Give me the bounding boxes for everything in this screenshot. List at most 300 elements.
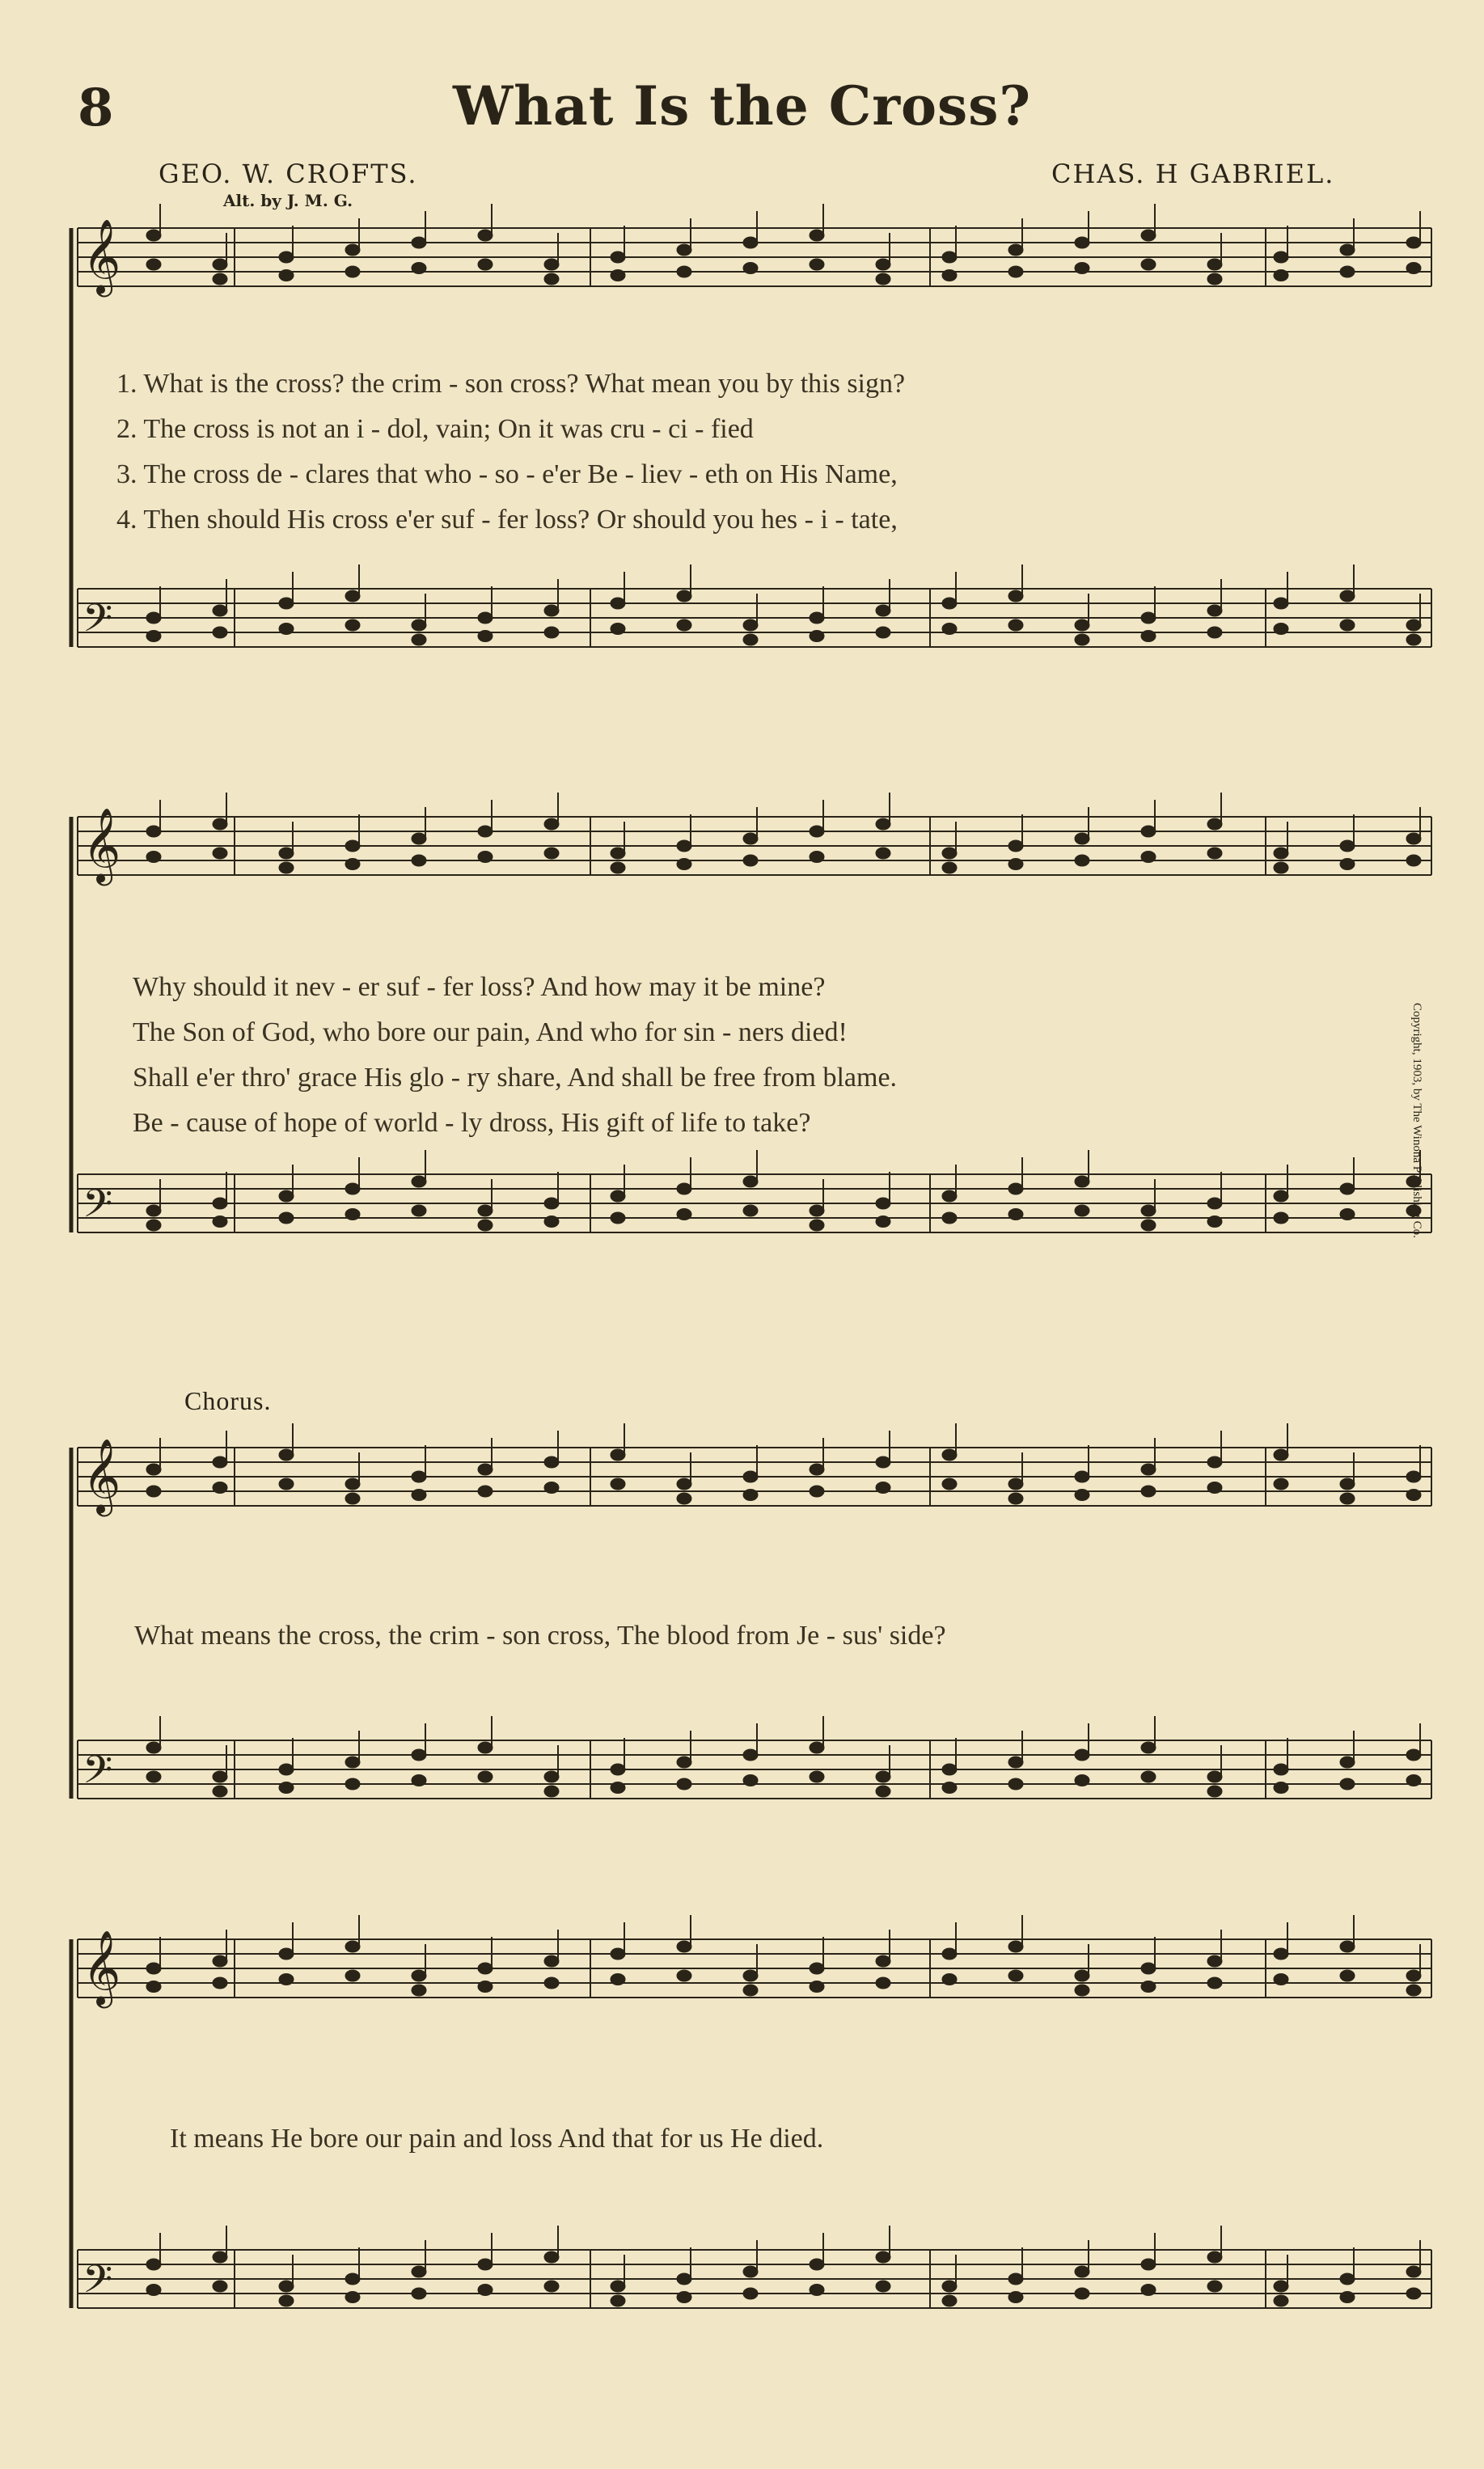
notehead <box>1274 1974 1288 1985</box>
notehead <box>876 605 890 616</box>
notehead <box>677 1478 691 1490</box>
notehead <box>1406 2266 1421 2277</box>
notehead <box>1141 1963 1156 1974</box>
notehead <box>1075 2288 1089 2299</box>
treble-clef-icon: 𝄞 <box>82 1930 121 2005</box>
notehead <box>412 833 426 844</box>
notehead <box>345 1970 360 1981</box>
notehead <box>677 244 691 256</box>
notehead <box>1141 259 1156 270</box>
notehead <box>279 848 294 859</box>
alteration-credit: Alt. by J. M. G. <box>223 191 353 210</box>
notehead <box>876 259 890 270</box>
notehead <box>345 266 360 277</box>
notehead <box>942 1974 957 1985</box>
notehead <box>1008 1183 1023 1194</box>
notehead <box>544 1216 559 1228</box>
notehead <box>1141 1220 1156 1231</box>
notehead <box>478 826 493 837</box>
notehead <box>942 1449 957 1461</box>
notehead <box>1075 1985 1089 1996</box>
notehead <box>345 2273 360 2285</box>
notehead <box>146 1771 161 1782</box>
notehead <box>345 1183 360 1194</box>
notehead <box>942 1212 957 1224</box>
notehead <box>279 252 294 263</box>
notehead <box>1406 1985 1421 1996</box>
notehead <box>1340 619 1355 631</box>
notehead <box>279 1449 294 1461</box>
notehead <box>942 2281 957 2292</box>
notehead <box>1274 1764 1288 1775</box>
notehead <box>611 2281 625 2292</box>
notehead <box>677 1209 691 1220</box>
notehead <box>213 1456 227 1468</box>
notehead <box>1075 1205 1089 1216</box>
notehead <box>213 1198 227 1209</box>
notehead <box>146 631 161 642</box>
notehead <box>677 266 691 277</box>
notehead <box>677 859 691 870</box>
notehead <box>743 237 758 248</box>
notehead <box>1340 1941 1355 1952</box>
notehead <box>810 852 824 863</box>
notehead <box>876 818 890 830</box>
bass-clef-icon: 𝄢 <box>82 1181 113 1236</box>
notehead <box>478 1464 493 1475</box>
verse-2-line-2: The Son of God, who bore our pain, And who for sin - ners died! <box>133 1017 848 1047</box>
notehead <box>677 2292 691 2303</box>
notehead <box>810 259 824 270</box>
notehead <box>876 1198 890 1209</box>
notehead <box>810 612 824 624</box>
notehead <box>478 1981 493 1993</box>
notehead <box>1141 612 1156 624</box>
notehead <box>876 848 890 859</box>
notehead <box>942 1190 957 1202</box>
notehead <box>544 818 559 830</box>
notehead <box>810 1981 824 1993</box>
notehead <box>412 1490 426 1501</box>
notehead <box>1141 1486 1156 1497</box>
notehead <box>1406 1775 1421 1786</box>
notehead <box>743 833 758 844</box>
notehead <box>1274 1190 1288 1202</box>
notehead <box>1008 1941 1023 1952</box>
notehead <box>544 2251 559 2263</box>
notehead <box>1340 2273 1355 2285</box>
notehead <box>1340 1183 1355 1194</box>
notehead <box>345 1941 360 1952</box>
notehead <box>213 1482 227 1494</box>
notehead <box>1207 1456 1222 1468</box>
notehead <box>743 1471 758 1482</box>
notehead <box>345 244 360 256</box>
bass-clef-icon: 𝄢 <box>82 595 113 650</box>
notehead <box>279 1212 294 1224</box>
notehead <box>1274 2295 1288 2306</box>
notehead <box>544 273 559 285</box>
page-number: 8 <box>78 78 114 138</box>
notehead <box>876 1955 890 1967</box>
notehead <box>677 840 691 852</box>
notehead <box>611 1478 625 1490</box>
notehead <box>1141 1742 1156 1753</box>
notehead <box>544 1977 559 1989</box>
notehead <box>1008 266 1023 277</box>
notehead <box>478 1963 493 1974</box>
notehead <box>213 818 227 830</box>
notehead <box>1340 1209 1355 1220</box>
notehead <box>146 1220 161 1231</box>
notehead <box>1274 1478 1288 1490</box>
notehead <box>412 1176 426 1187</box>
notehead <box>478 259 493 270</box>
notehead <box>146 852 161 863</box>
notehead <box>213 1977 227 1989</box>
notehead <box>1141 1464 1156 1475</box>
notehead <box>1340 1493 1355 1504</box>
notehead <box>412 619 426 631</box>
notehead <box>677 2273 691 2285</box>
notehead <box>810 631 824 642</box>
notehead <box>412 1205 426 1216</box>
notehead <box>279 270 294 281</box>
chorus-label: Chorus. <box>184 1386 272 1415</box>
notehead <box>146 1464 161 1475</box>
notehead <box>611 1190 625 1202</box>
notehead <box>1141 826 1156 837</box>
notehead <box>213 627 227 638</box>
notehead <box>876 1977 890 1989</box>
notehead <box>279 1782 294 1794</box>
notehead <box>677 1778 691 1790</box>
notehead <box>478 1486 493 1497</box>
notehead <box>611 598 625 609</box>
notehead <box>810 230 824 241</box>
notehead <box>1207 259 1222 270</box>
notehead <box>1141 631 1156 642</box>
notehead <box>1207 2251 1222 2263</box>
notehead <box>279 1764 294 1775</box>
notehead <box>345 590 360 602</box>
notehead <box>412 2288 426 2299</box>
notehead <box>1008 1757 1023 1768</box>
notehead <box>743 1176 758 1187</box>
notehead <box>942 848 957 859</box>
notehead <box>544 1198 559 1209</box>
notehead <box>810 1220 824 1231</box>
notehead <box>1008 1493 1023 1504</box>
notehead <box>677 590 691 602</box>
notehead <box>611 848 625 859</box>
notehead <box>1274 848 1288 859</box>
notehead <box>743 1970 758 1981</box>
notehead <box>942 1782 957 1794</box>
notehead <box>412 237 426 248</box>
notehead <box>279 2281 294 2292</box>
notehead <box>544 1456 559 1468</box>
verse-1-line-1: 1. What is the cross? the crim - son cross? What mean you by this sign? <box>116 369 906 399</box>
notehead <box>279 1190 294 1202</box>
notehead <box>1340 1778 1355 1790</box>
notehead <box>213 1216 227 1228</box>
notehead <box>1008 1970 1023 1981</box>
notehead <box>1406 634 1421 645</box>
notehead <box>1406 1471 1421 1482</box>
notehead <box>942 598 957 609</box>
treble-clef-icon: 𝄞 <box>82 1438 121 1513</box>
notehead <box>1340 859 1355 870</box>
bass-clef-icon: 𝄢 <box>82 2256 113 2311</box>
notehead <box>146 1963 161 1974</box>
notehead <box>544 1771 559 1782</box>
notehead <box>345 840 360 852</box>
notehead <box>942 270 957 281</box>
notehead <box>876 1216 890 1228</box>
notehead <box>544 259 559 270</box>
notehead <box>1207 1198 1222 1209</box>
notehead <box>876 1456 890 1468</box>
notehead <box>478 1205 493 1216</box>
lyricist-credit: GEO. W. CROFTS. <box>159 159 418 189</box>
notehead <box>677 1757 691 1768</box>
notehead <box>1075 1490 1089 1501</box>
notehead <box>1075 1749 1089 1761</box>
notehead <box>1008 2273 1023 2285</box>
notehead <box>345 619 360 631</box>
notehead <box>146 1205 161 1216</box>
notehead <box>1340 1478 1355 1490</box>
notehead <box>146 826 161 837</box>
notehead <box>1008 244 1023 256</box>
notehead <box>810 1205 824 1216</box>
notehead <box>1274 862 1288 873</box>
notehead <box>1340 1970 1355 1981</box>
verse-4-line-1: 4. Then should His cross e'er suf - fer loss? Or should you hes - i - tate, <box>116 505 898 535</box>
notehead <box>279 598 294 609</box>
notehead <box>213 2281 227 2292</box>
notehead <box>345 1493 360 1504</box>
notehead <box>1340 1757 1355 1768</box>
notehead <box>611 252 625 263</box>
notehead <box>743 619 758 631</box>
notehead <box>279 1948 294 1960</box>
notehead <box>942 624 957 635</box>
notehead <box>478 230 493 241</box>
notehead <box>611 1764 625 1775</box>
notehead <box>478 1220 493 1231</box>
notehead <box>146 230 161 241</box>
notehead <box>412 634 426 645</box>
notehead <box>1274 2281 1288 2292</box>
notehead <box>213 1955 227 1967</box>
notehead <box>942 252 957 263</box>
notehead <box>1141 2259 1156 2270</box>
composer-credit: CHAS. H GABRIEL. <box>1051 159 1335 189</box>
verse-3-line-1: 3. The cross de - clares that who - so - e'er Be - liev - eth on His Name, <box>116 459 898 489</box>
notehead <box>677 1970 691 1981</box>
notehead <box>810 2259 824 2270</box>
notehead <box>478 631 493 642</box>
notehead <box>279 862 294 873</box>
notehead <box>743 1775 758 1786</box>
notehead <box>1340 2292 1355 2303</box>
notehead <box>1207 1216 1222 1228</box>
notehead <box>1406 2288 1421 2299</box>
notehead <box>1274 1782 1288 1794</box>
notehead <box>1274 1449 1288 1461</box>
notehead <box>810 1464 824 1475</box>
notehead <box>279 2295 294 2306</box>
notehead <box>213 259 227 270</box>
treble-clef-icon: 𝄞 <box>82 807 121 882</box>
notehead <box>1274 1948 1288 1960</box>
notehead <box>412 1970 426 1981</box>
notehead <box>1207 848 1222 859</box>
notehead <box>677 619 691 631</box>
notehead <box>1075 237 1089 248</box>
notehead <box>743 1985 758 1996</box>
notehead <box>1207 627 1222 638</box>
notehead <box>611 1449 625 1461</box>
notehead <box>677 1183 691 1194</box>
notehead <box>1075 833 1089 844</box>
notehead <box>611 2295 625 2306</box>
notehead <box>1207 1771 1222 1782</box>
notehead <box>1406 855 1421 866</box>
notehead <box>876 2251 890 2263</box>
notehead <box>1075 1471 1089 1482</box>
notehead <box>1340 590 1355 602</box>
notehead <box>1340 840 1355 852</box>
notehead <box>213 2251 227 2263</box>
notehead <box>213 1786 227 1797</box>
notehead <box>1274 624 1288 635</box>
notehead <box>743 2288 758 2299</box>
notehead <box>146 1981 161 1993</box>
notehead <box>146 259 161 270</box>
notehead <box>412 855 426 866</box>
notehead <box>1207 1786 1222 1797</box>
notehead <box>1274 252 1288 263</box>
notehead <box>1207 1482 1222 1494</box>
notehead <box>743 634 758 645</box>
notehead <box>1008 840 1023 852</box>
notehead <box>1207 273 1222 285</box>
notehead <box>876 2281 890 2292</box>
notehead <box>611 270 625 281</box>
notehead <box>1075 855 1089 866</box>
notehead <box>544 848 559 859</box>
notehead <box>876 1771 890 1782</box>
notehead <box>942 1948 957 1960</box>
notehead <box>146 1486 161 1497</box>
notehead <box>1207 1955 1222 1967</box>
notehead <box>876 273 890 285</box>
notehead <box>1075 263 1089 274</box>
notehead <box>1406 1749 1421 1761</box>
notehead <box>412 1471 426 1482</box>
notehead <box>1141 2285 1156 2296</box>
notehead <box>1008 1778 1023 1790</box>
notehead <box>1008 1478 1023 1490</box>
notehead <box>1406 1490 1421 1501</box>
notehead <box>1406 263 1421 274</box>
notehead <box>1008 590 1023 602</box>
notehead <box>810 1486 824 1497</box>
notehead <box>1008 1209 1023 1220</box>
notehead <box>1141 230 1156 241</box>
notehead <box>412 1749 426 1761</box>
notehead <box>743 1490 758 1501</box>
notehead <box>146 2285 161 2296</box>
chorus-line-2: It means He bore our pain and loss And that for us He died. <box>170 2124 824 2154</box>
notehead <box>942 1478 957 1490</box>
notehead <box>1141 1205 1156 1216</box>
bass-clef-icon: 𝄢 <box>82 1747 113 1802</box>
notehead <box>876 627 890 638</box>
notehead <box>478 1771 493 1782</box>
notehead <box>1075 619 1089 631</box>
verse-4-line-2: Be - cause of hope of world - ly dross, His gift of life to take? <box>133 1108 811 1138</box>
notehead <box>942 862 957 873</box>
notehead <box>345 1209 360 1220</box>
notehead <box>611 1212 625 1224</box>
notehead <box>677 1493 691 1504</box>
notehead <box>1207 818 1222 830</box>
notehead <box>1207 2281 1222 2292</box>
notehead <box>1207 605 1222 616</box>
notehead <box>810 1771 824 1782</box>
notehead <box>544 2281 559 2292</box>
notehead <box>810 1963 824 1974</box>
notehead <box>611 624 625 635</box>
notehead <box>213 1771 227 1782</box>
notehead <box>810 1742 824 1753</box>
verse-2-line-1: 2. The cross is not an i - dol, vain; On it was cru - ci - fied <box>116 414 754 444</box>
notehead <box>1008 859 1023 870</box>
verse-1-line-2: Why should it nev - er suf - fer loss? And how may it be mine? <box>133 972 826 1002</box>
notehead <box>1075 1970 1089 1981</box>
notehead <box>1274 270 1288 281</box>
notehead <box>611 1782 625 1794</box>
notehead <box>478 612 493 624</box>
notehead <box>1406 619 1421 631</box>
notehead <box>1340 266 1355 277</box>
hymn-title: What Is the Cross? <box>452 74 1032 137</box>
notehead <box>743 1205 758 1216</box>
notehead <box>1141 852 1156 863</box>
notehead <box>1141 1771 1156 1782</box>
copyright-notice: Copyright, 1903, by The Winona Publishing Co. <box>1410 1003 1423 1238</box>
notehead <box>611 1974 625 1985</box>
notehead <box>743 1749 758 1761</box>
notehead <box>743 2266 758 2277</box>
notehead <box>1141 1981 1156 1993</box>
notehead <box>677 1941 691 1952</box>
treble-clef-icon: 𝄞 <box>82 218 121 294</box>
notehead <box>478 1742 493 1753</box>
notehead <box>810 2285 824 2296</box>
notehead <box>876 1786 890 1797</box>
notehead <box>213 605 227 616</box>
chorus-line-1: What means the cross, the crim - son cross, The blood from Je - sus' side? <box>134 1621 946 1651</box>
notehead <box>412 1985 426 1996</box>
notehead <box>213 273 227 285</box>
notehead <box>1274 598 1288 609</box>
notehead <box>1075 634 1089 645</box>
